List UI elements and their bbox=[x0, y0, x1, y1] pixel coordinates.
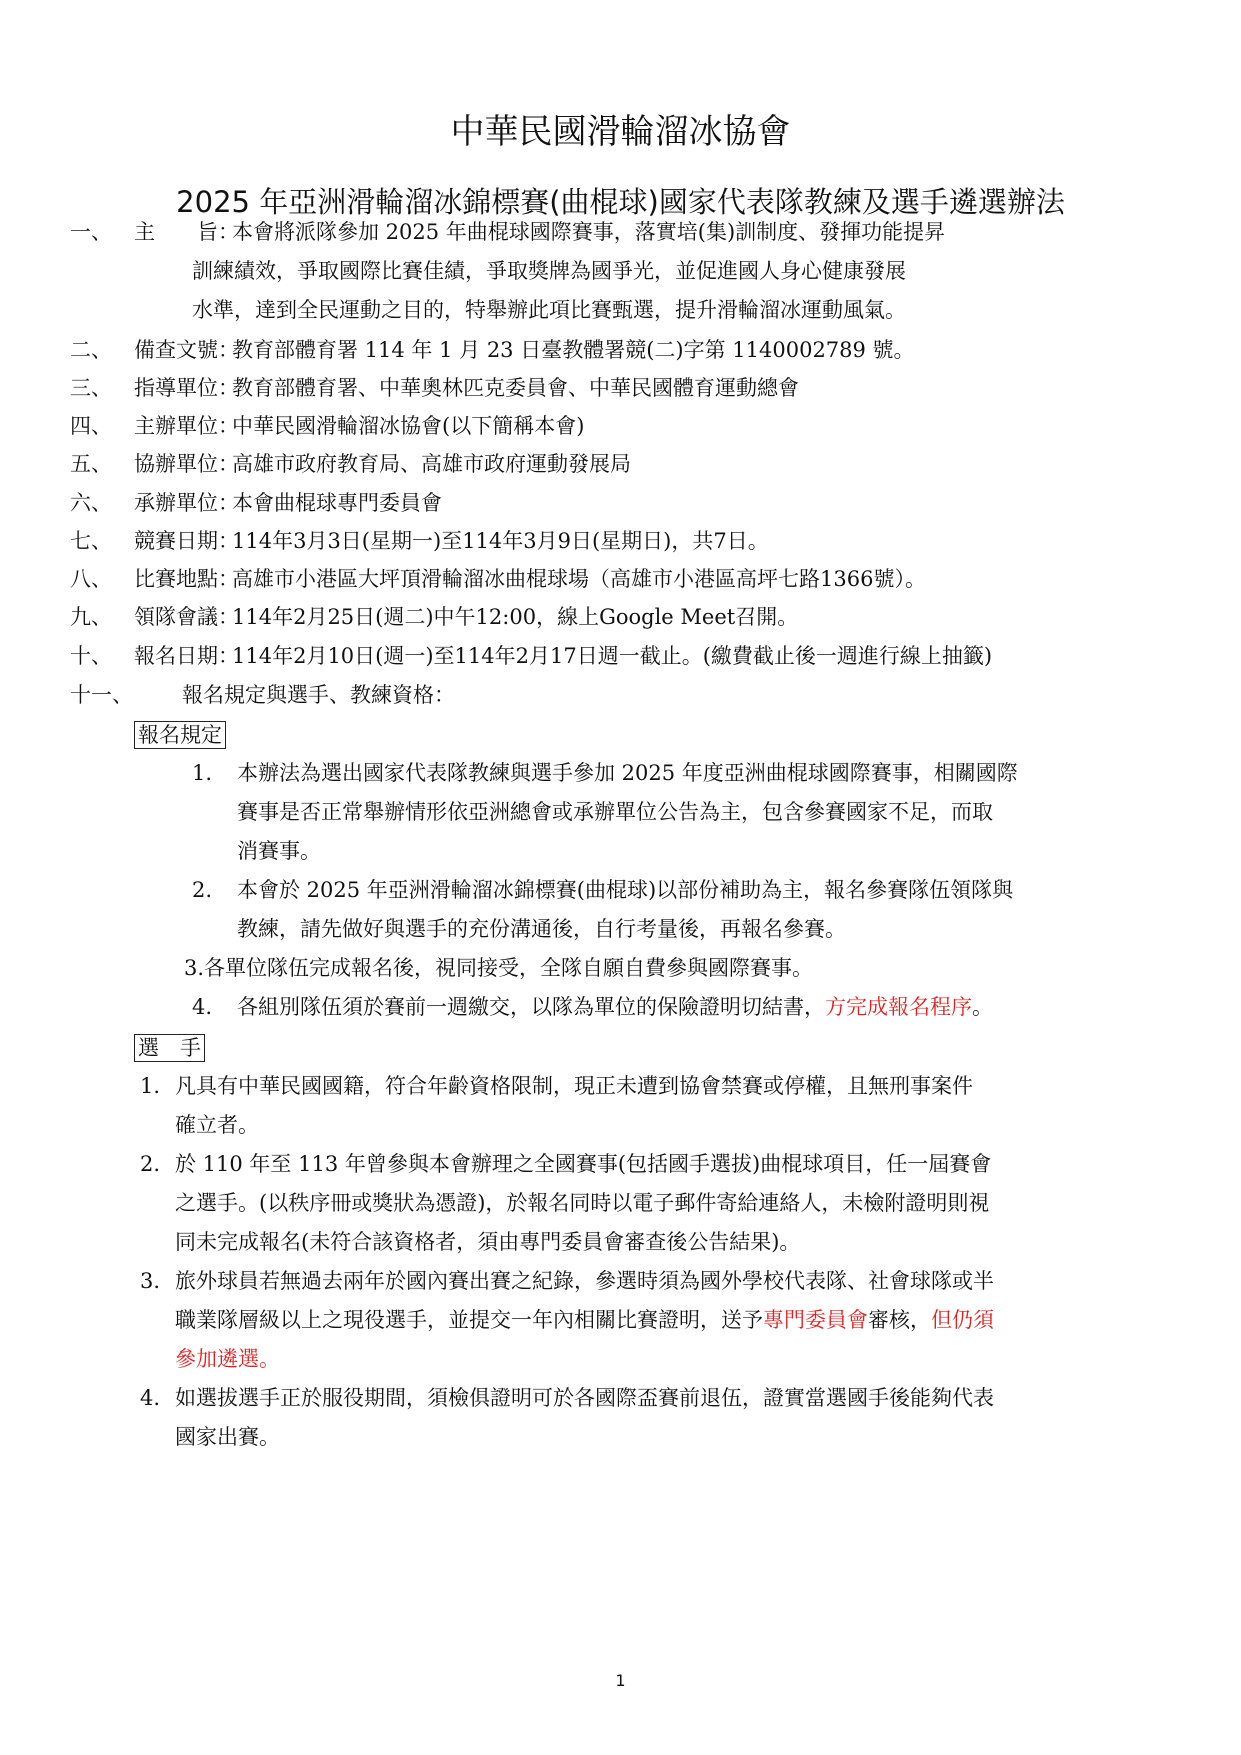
rule-number: 1. bbox=[192, 761, 213, 785]
item-number: 一、 bbox=[70, 220, 112, 244]
rule-text-highlight: 參加遴選。 bbox=[175, 1347, 280, 1371]
rule-text-highlight: 專門委員會 bbox=[763, 1308, 868, 1332]
item-number: 七、 bbox=[70, 529, 112, 553]
rule-number: 1. bbox=[140, 1074, 161, 1098]
player-rule bbox=[140, 1386, 994, 1411]
rule-text: 本會於 2025 年亞洲滑輪溜冰錦標賽(曲棍球)以部份補助為主，報名參賽隊伍領隊與 bbox=[237, 878, 1014, 902]
rule-text-continued: 國家出賽。 bbox=[175, 1425, 280, 1449]
player-rule bbox=[140, 1152, 992, 1177]
item-text-continued: 水準，達到全民運動之目的，特舉辦此項比賽甄選，提升滑輪溜冰運動風氣。 bbox=[192, 298, 906, 322]
rule-text-highlight: 方完成報名程序 bbox=[825, 995, 972, 1019]
item-text-continued: 訓練績效，爭取國際比賽佳績，爭取獎牌為國爭光，並促進國人身心健康發展 bbox=[192, 259, 906, 283]
item-label: 主 旨： bbox=[134, 220, 239, 244]
item-text: 教育部體育署、中華奧林匹克委員會、中華民國體育運動總會 bbox=[232, 376, 799, 400]
registration-rule bbox=[192, 995, 993, 1020]
players-heading bbox=[134, 1034, 205, 1062]
rule-text-continued: 之選手。(以秩序冊或獎狀為憑證)，於報名同時以電子郵件寄給連絡人，未檢附證明則視 bbox=[175, 1191, 990, 1215]
item-text: 報名規定與選手、教練資格： bbox=[182, 683, 455, 707]
document-subtitle: 2025 年亞洲滑輪溜冰錦標賽(曲棍球)國家代表隊教練及選手遴選辦法 bbox=[176, 185, 1065, 219]
rule-text-continued: 確立者。 bbox=[175, 1113, 259, 1137]
rule-number: 2. bbox=[140, 1152, 161, 1176]
item-number: 五、 bbox=[70, 452, 112, 476]
item-label: 主辦單位： bbox=[134, 414, 239, 438]
rule-text: 於 110 年至 113 年曾參與本會辦理之全國賽事(包括國手選拔)曲棍球項目，任一屆賽會 bbox=[175, 1152, 992, 1176]
item-text: 114年2月25日(週二)中午12:00，線上Google Meet召開。 bbox=[232, 605, 799, 629]
rule-number: 2. bbox=[192, 878, 213, 902]
rule-text: 各單位隊伍完成報名後，視同接受，全隊自願自費參與國際賽事。 bbox=[204, 956, 814, 980]
item-text: 本會曲棍球專門委員會 bbox=[232, 491, 442, 515]
player-rule bbox=[140, 1074, 973, 1099]
rule-text-continued bbox=[175, 1308, 994, 1333]
rule-text-continued: 消賽事。 bbox=[237, 839, 321, 863]
registration-rule bbox=[184, 956, 813, 981]
item-number: 二、 bbox=[70, 338, 112, 362]
item-text: 教育部體育署 114 年 1 月 23 日臺教體署競(二)字第 1140002789 號。 bbox=[232, 338, 915, 362]
item-label: 備查文號： bbox=[134, 338, 239, 362]
item-label: 競賽日期： bbox=[134, 529, 239, 553]
item-text: 高雄市小港區大坪頂滑輪溜冰曲棍球場（高雄市小港區高坪七路1366號）。 bbox=[232, 567, 926, 591]
item-number: 十一、 bbox=[70, 683, 133, 707]
rule-text: 如選拔選手正於服役期間，須檢俱證明可於各國際盃賽前退伍，證實當選國手後能夠代表 bbox=[175, 1386, 994, 1410]
rule-text-normal: 職業隊層級以上之現役選手，並提交一年內相關比賽證明，送予 bbox=[175, 1308, 763, 1332]
rule-text-end: 。 bbox=[972, 995, 993, 1019]
item-label: 比賽地點： bbox=[134, 567, 239, 591]
rule-text-highlight: 但仍須 bbox=[931, 1308, 994, 1332]
item-text: 114年3月3日(星期一)至114年3月9日(星期日)，共7日。 bbox=[232, 529, 769, 553]
item-label: 領隊會議： bbox=[134, 605, 239, 629]
item-label: 承辦單位： bbox=[134, 491, 239, 515]
registration-rule bbox=[192, 878, 1014, 903]
rule-number: 4. bbox=[192, 995, 213, 1019]
rule-text-continued: 教練，請先做好與選手的充份溝通後，自行考量後，再報名參賽。 bbox=[237, 917, 846, 941]
item-text: 中華民國滑輪溜冰協會(以下簡稱本會) bbox=[232, 414, 585, 438]
rule-text-continued: 同未完成報名(未符合該資格者，須由專門委員會審查後公告結果)。 bbox=[175, 1230, 801, 1254]
item-text: 114年2月10日(週一)至114年2月17日週一截止。(繳費截止後一週進行線上抽籤) bbox=[232, 644, 993, 668]
rule-text: 旅外球員若無過去兩年於國內賽出賽之紀錄，參選時須為國外學校代表隊、社會球隊或半 bbox=[175, 1269, 994, 1293]
rule-text-normal: 各組別隊伍須於賽前一週繳交，以隊為單位的保險證明切結書， bbox=[237, 995, 825, 1019]
section-heading-box: 報名規定 bbox=[134, 721, 226, 749]
item-label: 報名日期： bbox=[134, 644, 239, 668]
item-label: 協辦單位： bbox=[134, 452, 239, 476]
rule-number: 3. bbox=[184, 956, 205, 980]
rule-text: 本辦法為選出國家代表隊教練與選手參加 2025 年度亞洲曲棍球國際賽事，相關國際 bbox=[237, 761, 1018, 785]
item-label: 指導單位： bbox=[134, 376, 239, 400]
rule-text-normal: 審核， bbox=[868, 1308, 931, 1332]
item-number: 六、 bbox=[70, 491, 112, 515]
rule-text-continued: 賽事是否正常舉辦情形依亞洲總會或承辦單位公告為主，包含參賽國家不足，而取 bbox=[237, 800, 993, 824]
item-number: 九、 bbox=[70, 605, 112, 629]
item-number: 三、 bbox=[70, 376, 112, 400]
document-title: 中華民國滑輪溜冰協會 bbox=[450, 112, 791, 152]
item-text: 本會將派隊參加 2025 年曲棍球國際賽事，落實培(集)訓制度、發揮功能提昇 bbox=[232, 220, 946, 244]
section-heading-box: 選 手 bbox=[134, 1034, 205, 1062]
rule-number: 4. bbox=[140, 1386, 161, 1410]
registration-rules-heading bbox=[134, 721, 226, 749]
rule-text: 凡具有中華民國國籍，符合年齡資格限制，現正未遭到協會禁賽或停權，且無刑事案件 bbox=[175, 1074, 973, 1098]
item-number: 十、 bbox=[70, 644, 112, 668]
rule-number: 3. bbox=[140, 1269, 161, 1293]
registration-rule bbox=[192, 761, 1018, 786]
rule-text bbox=[237, 995, 993, 1020]
item-number: 四、 bbox=[70, 414, 112, 438]
page-number: 1 bbox=[615, 1671, 626, 1690]
player-rule bbox=[140, 1269, 994, 1294]
item-text: 高雄市政府教育局、高雄市政府運動發展局 bbox=[232, 452, 631, 476]
item-number: 八、 bbox=[70, 567, 112, 591]
